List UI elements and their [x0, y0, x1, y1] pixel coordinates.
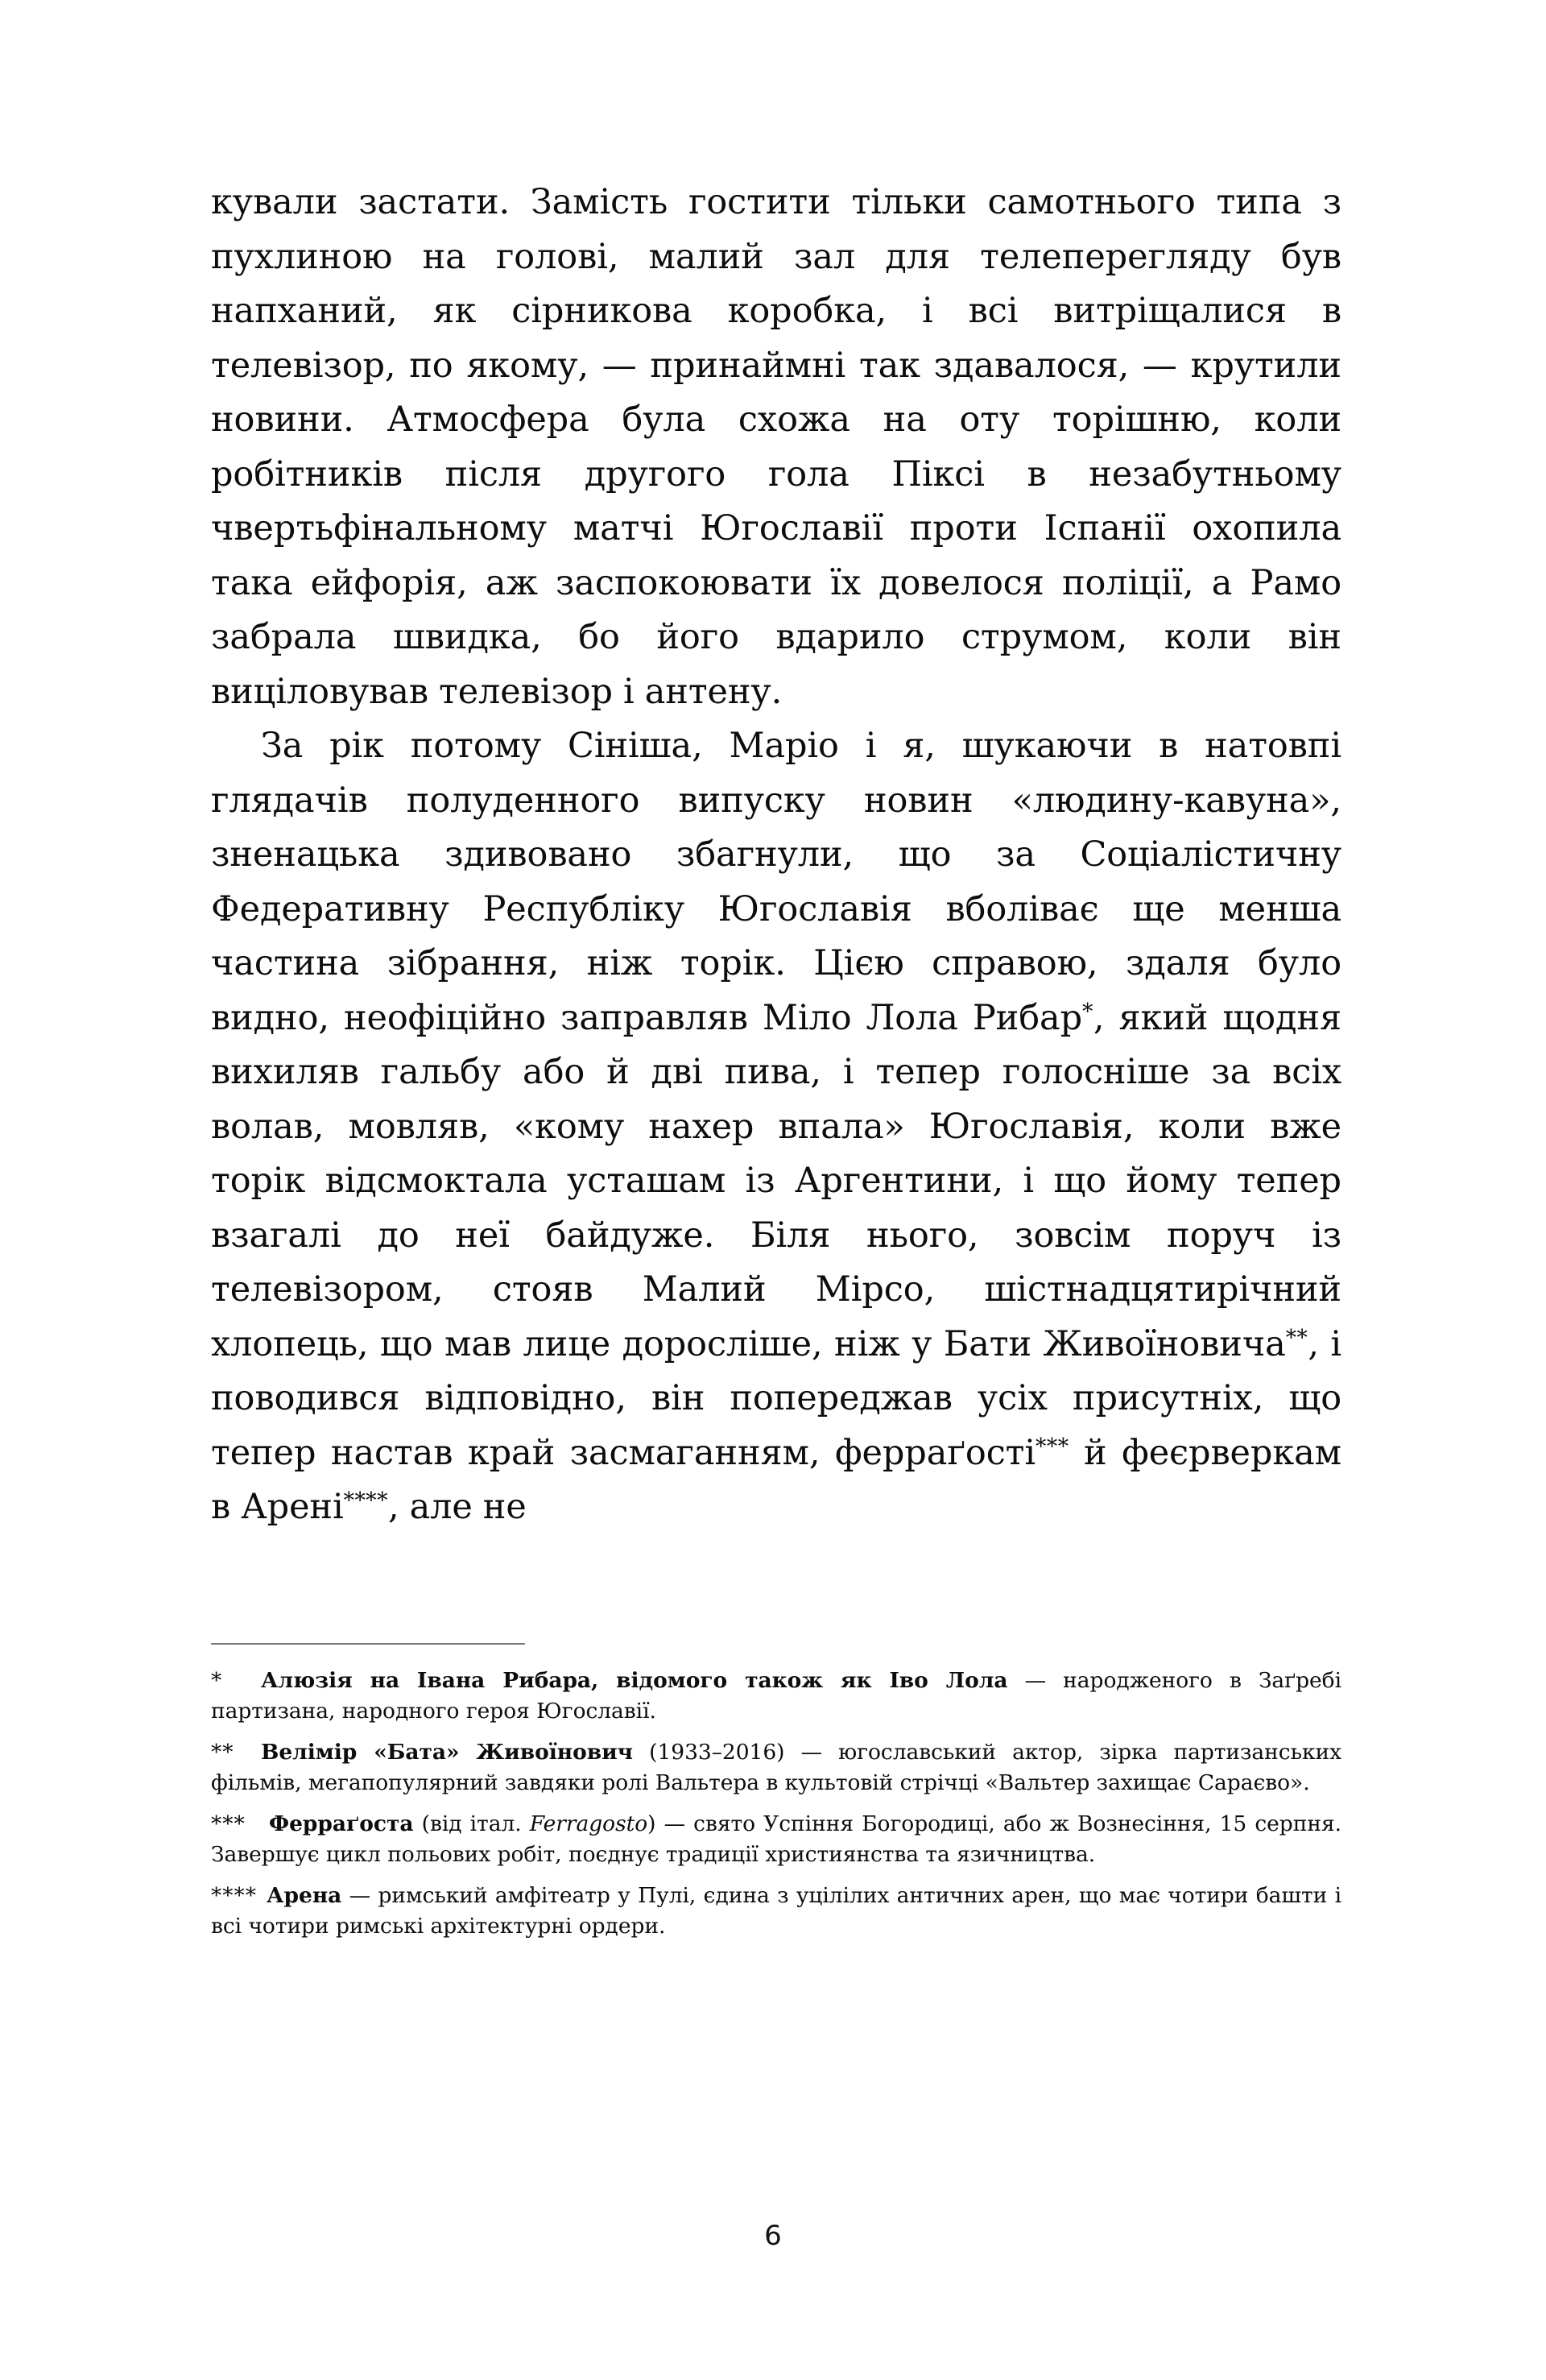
footnote-1 — [211, 1666, 1341, 1727]
footnote-separator-rule — [211, 1643, 525, 1645]
paragraph-za-rik-segment-4: , і поводився відповідно, він попереджав усіх присутніх, що тепер настав край засмаганням, ферраґості — [211, 1323, 1341, 1473]
page-number: 6 — [764, 2220, 782, 2252]
footnote-2-lead: Велімір «Бата» Живоїнович — [261, 1740, 634, 1765]
footnote-3 — [211, 1809, 1341, 1870]
paragraph-continued-segment-0: кували застати. Замість гостити тільки самотнього типа з пухлиною на голові, малий зал для телеперегляду був напханий, як сірникова коробка, і всі витріщалися в телевізор, по якому, — принаймні так здавалося, — крутили новини. Атмосфера була схожа на оту торішню, коли робітників після другого гола Піксі в незабутньому чвертьфінальному матчі Югославії проти Іспанії охопила така ейфорія, аж заспокоювати їх довелося поліції, а Рамо забрала швидка, бо його вдарило струмом, коли він вицiловував телевізор і антену. — [211, 182, 1341, 712]
footnote-4-text: — римський амфітеатр у Пулі, єдина з уцілілих античних арен, що має чотири башти і всі чотири римські архітектурні ордери. — [211, 1883, 1341, 1939]
footnote-4-marker: **** — [211, 1883, 257, 1908]
footnote-3-marker: *** — [211, 1811, 246, 1836]
paragraph-za-rik-segment-0: За рік потому Сініша, Маріо і я, шукаючи в натовпі глядачів полуденного випуску новин «людину-кавуна», зненацька здивовано збагнули, що за Соціалістичну Федеративну Республіку Югославія вболіває ще менша частина зібрання, ніж торік. Цією справою, здаля було видно, неофіційно заправляв Міло Лола Рибар — [211, 726, 1341, 1038]
footnote-3-italic-term: Ferragosto — [529, 1811, 648, 1836]
footnote-2-text: (1933–2016) — югославський актор, зірка партизанських фільмів, мегапопулярний завдяки ролі Вальтера в культовій стрічці «Вальтер захищає Сараєво». — [211, 1740, 1341, 1795]
footnote-2 — [211, 1737, 1341, 1798]
paragraph-za-rik-segment-6: й феєрверкам в Арені — [211, 1432, 1341, 1527]
body-text-column — [211, 176, 1341, 1535]
footnote-reference-1: * — [1082, 999, 1093, 1024]
footnote-2-marker: ** — [211, 1740, 234, 1765]
paragraph-za-rik-segment-2: , який щодня вихиляв гальбу або й дві пива, і тепер голосніше за всіх волав, мовляв, «кому нахер впала» Югославія, коли вже торік відсмоктала усташам із Аргентини, і що йому тепер взагалі до неї байдуже. Біля нього, зовсім поруч із телевізором, стояв Малий Мірсо, шістнадцятирічний хлопець, що мав лице доросліше, ніж у Бати Живоїновича — [211, 997, 1341, 1364]
footnote-reference-2: ** — [1285, 1325, 1308, 1351]
footnote-block — [211, 1643, 1341, 1942]
footnote-1-lead: Алюзія на Івана Рибара, відомого також як Іво Лола — [261, 1668, 1008, 1693]
paragraph-continued — [211, 176, 1341, 719]
paragraph-za-rik-segment-8: , але не — [387, 1487, 527, 1527]
paragraph-za-rik — [211, 719, 1341, 1535]
footnote-reference-3: *** — [1035, 1434, 1069, 1459]
footnote-4 — [211, 1881, 1341, 1942]
footnote-3-text: ) — свято Успіння Богородиці, або ж Вознесіння, 15 серпня. Завершує цикл польових робіт, поєднує традиції християнства та язичництва. — [211, 1811, 1341, 1867]
footnote-3-lead: Ферраґоста — [269, 1811, 414, 1836]
footnote-1-text: — народженого в Заґребі партизана, народного героя Югославії. — [211, 1668, 1341, 1724]
footnote-3-text-pre: (від італ. — [413, 1811, 530, 1836]
footnote-4-lead: Арена — [267, 1883, 342, 1908]
footnote-reference-4: **** — [343, 1488, 388, 1514]
footnote-1-marker: * — [211, 1668, 223, 1693]
